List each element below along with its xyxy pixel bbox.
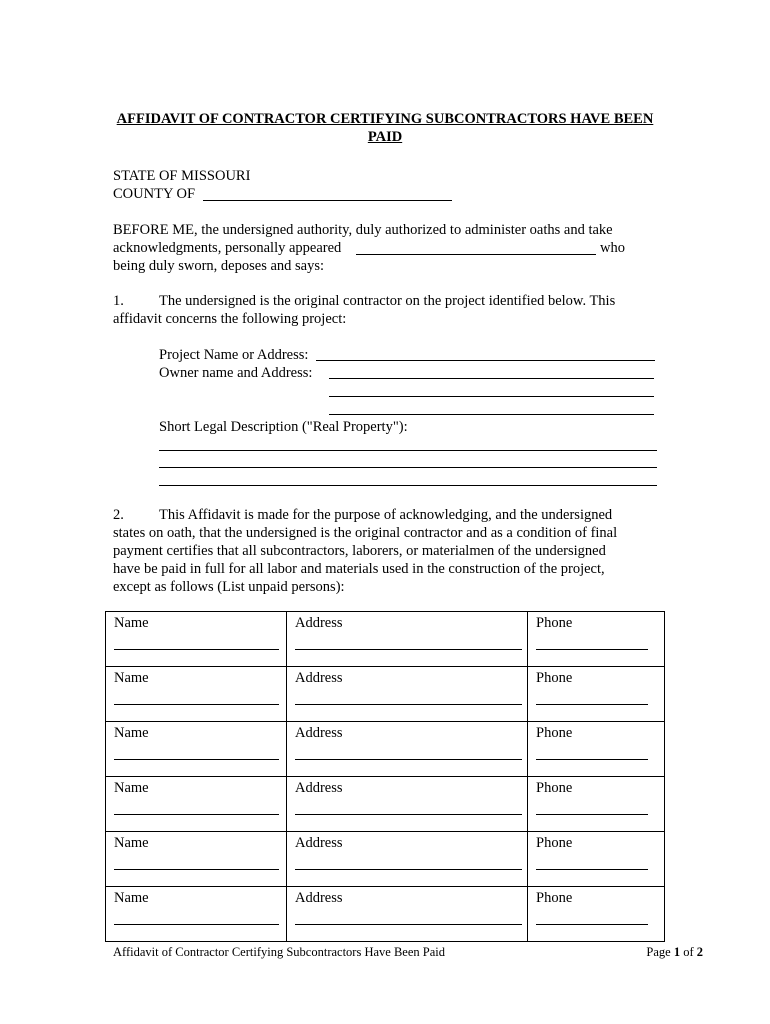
para-1-line-2: affidavit concerns the following project: <box>113 311 347 327</box>
page-number <box>646 945 703 960</box>
name-label: Name <box>114 725 149 741</box>
unpaid-persons-table <box>105 611 665 942</box>
owner-field-line-2[interactable] <box>329 396 654 397</box>
phone-label: Phone <box>536 670 573 686</box>
name-cell[interactable] <box>106 722 287 777</box>
name-field[interactable] <box>114 869 279 870</box>
phone-cell[interactable] <box>528 612 665 667</box>
name-field[interactable] <box>114 814 279 815</box>
phone-cell[interactable] <box>528 667 665 722</box>
address-cell[interactable] <box>287 887 528 942</box>
table-row <box>106 887 665 942</box>
phone-field[interactable] <box>536 814 648 815</box>
table-row <box>106 777 665 832</box>
table-row <box>106 667 665 722</box>
legal-description-line-3[interactable] <box>159 485 657 486</box>
address-cell[interactable] <box>287 612 528 667</box>
before-me-line-3: being duly sworn, deposes and says: <box>113 258 325 274</box>
county-field[interactable] <box>203 200 452 201</box>
para-2-line-3: payment certifies that all subcontractors, laborers, or materialmen of the undersigned <box>113 543 606 559</box>
name-field[interactable] <box>114 649 279 650</box>
county-label: COUNTY OF <box>113 186 196 202</box>
para-1-number: 1. <box>113 293 124 309</box>
name-cell[interactable] <box>106 612 287 667</box>
name-label: Name <box>114 835 149 851</box>
name-field[interactable] <box>114 924 279 925</box>
name-label: Name <box>114 615 149 631</box>
name-label: Name <box>114 780 149 796</box>
table-row <box>106 832 665 887</box>
para-2-line-1: This Affidavit is made for the purpose of acknowledging, and the undersigned <box>159 507 613 523</box>
phone-field[interactable] <box>536 759 648 760</box>
address-label: Address <box>295 835 343 851</box>
phone-field[interactable] <box>536 649 648 650</box>
owner-field-line-3[interactable] <box>329 414 654 415</box>
phone-label: Phone <box>536 725 573 741</box>
phone-field[interactable] <box>536 924 648 925</box>
address-field-line-1[interactable] <box>295 924 522 925</box>
para-2-line-5: except as follows (List unpaid persons): <box>113 579 345 595</box>
name-label: Name <box>114 890 149 906</box>
name-field[interactable] <box>114 759 279 760</box>
phone-label: Phone <box>536 615 573 631</box>
project-name-label: Project Name or Address: <box>159 347 309 363</box>
para-2-line-4: have be paid in full for all labor and materials used in the construction of the project, <box>113 561 605 577</box>
address-field-line-1[interactable] <box>295 814 522 815</box>
address-field-line-1[interactable] <box>295 869 522 870</box>
owner-field-line-1[interactable] <box>329 378 654 379</box>
phone-cell[interactable] <box>528 887 665 942</box>
address-cell[interactable] <box>287 667 528 722</box>
address-label: Address <box>295 615 343 631</box>
address-field-line-1[interactable] <box>295 704 522 705</box>
phone-cell[interactable] <box>528 722 665 777</box>
address-label: Address <box>295 780 343 796</box>
name-cell[interactable] <box>106 832 287 887</box>
para-2-line-2: states on oath, that the undersigned is the original contractor and as a condition of final <box>113 525 618 541</box>
owner-label: Owner name and Address: <box>159 365 313 381</box>
address-label: Address <box>295 725 343 741</box>
table-row <box>106 612 665 667</box>
legal-description-line-1[interactable] <box>159 450 657 451</box>
para-2-number: 2. <box>113 507 124 523</box>
footer-document-title: Affidavit of Contractor Certifying Subcontractors Have Been Paid <box>113 945 445 959</box>
address-cell[interactable] <box>287 777 528 832</box>
legal-description-label: Short Legal Description ("Real Property"): <box>159 419 408 435</box>
address-cell[interactable] <box>287 722 528 777</box>
name-cell[interactable] <box>106 887 287 942</box>
address-field-line-1[interactable] <box>295 649 522 650</box>
address-cell[interactable] <box>287 832 528 887</box>
name-label: Name <box>114 670 149 686</box>
document-title: AFFIDAVIT OF CONTRACTOR CERTIFYING SUBCONTRACTORS HAVE BEEN PAID <box>116 111 654 145</box>
address-label: Address <box>295 670 343 686</box>
phone-label: Phone <box>536 890 573 906</box>
phone-field[interactable] <box>536 704 648 705</box>
page-total: 2 <box>696 945 703 959</box>
affiant-name-field[interactable] <box>356 254 596 255</box>
table-row <box>106 722 665 777</box>
phone-field[interactable] <box>536 869 648 870</box>
phone-cell[interactable] <box>528 777 665 832</box>
legal-description-line-2[interactable] <box>159 467 657 468</box>
project-name-field[interactable] <box>316 360 655 361</box>
address-label: Address <box>295 890 343 906</box>
before-me-line-2: acknowledgments, personally appeared <box>113 240 342 256</box>
name-field[interactable] <box>114 704 279 705</box>
before-me-line-1: BEFORE ME, the undersigned authority, duly authorized to administer oaths and take <box>113 222 613 238</box>
phone-label: Phone <box>536 780 573 796</box>
state-line: STATE OF MISSOURI <box>113 168 251 184</box>
before-me-who: who <box>600 240 625 256</box>
name-cell[interactable] <box>106 777 287 832</box>
phone-cell[interactable] <box>528 832 665 887</box>
para-1-line-1: The undersigned is the original contractor on the project identified below. This <box>159 293 616 309</box>
name-cell[interactable] <box>106 667 287 722</box>
address-field-line-1[interactable] <box>295 759 522 760</box>
phone-label: Phone <box>536 835 573 851</box>
page-prefix: Page <box>646 945 674 959</box>
page-current: 1 <box>673 945 681 959</box>
page-of: of <box>680 945 697 959</box>
